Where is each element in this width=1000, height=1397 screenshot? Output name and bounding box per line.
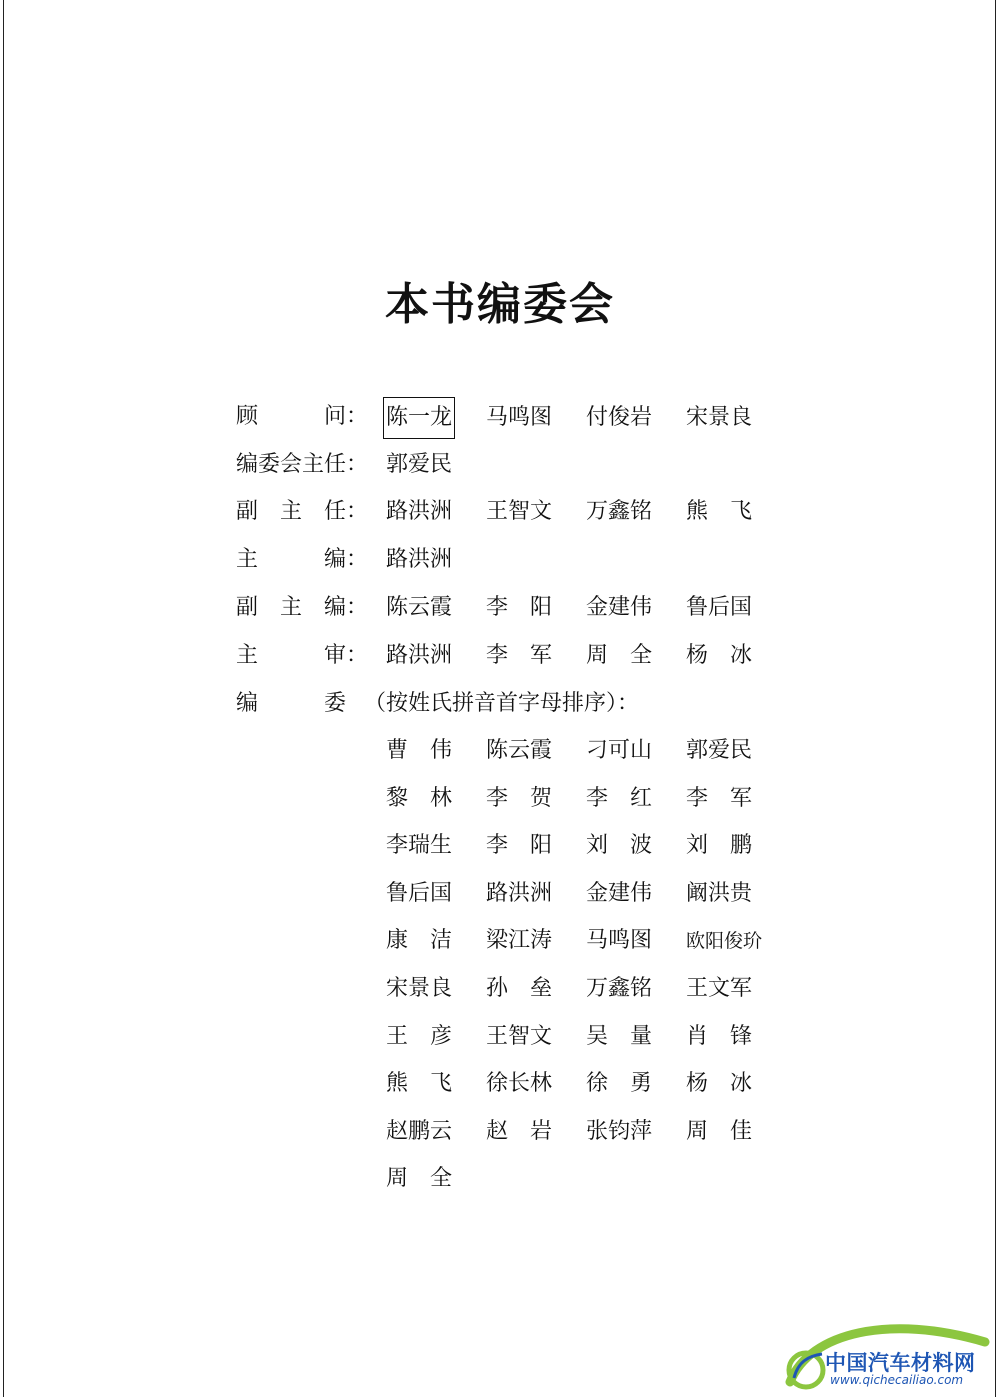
committee-member: 黎 林: [386, 785, 453, 811]
committee-row: [386, 731, 786, 771]
role-label: 副 主 编：: [236, 595, 369, 620]
committee-row: [386, 1017, 786, 1057]
name-item: 万鑫铭: [586, 499, 653, 524]
committee-row: [386, 1112, 786, 1152]
committee-member: 李瑞生: [386, 833, 453, 859]
name-list: [386, 492, 786, 532]
committee-member: 赵 岩: [486, 1118, 553, 1144]
name-list: [386, 445, 486, 485]
committee-member: 阚洪贵: [686, 880, 753, 906]
committee-member: 李 贺: [486, 785, 553, 811]
role-label: 副 主 任：: [236, 499, 369, 524]
committee-member: 刘 鹏: [686, 833, 753, 859]
committee-row: [386, 921, 786, 961]
committee-member: 梁江涛: [486, 928, 553, 954]
committee-member: 李 军: [686, 785, 753, 811]
committee-member: 赵鹏云: [386, 1118, 453, 1144]
committee-member: 欧阳俊玠: [686, 930, 763, 953]
committee-row: [386, 779, 786, 819]
name-list: [386, 636, 786, 676]
role-label: 顾 问：: [236, 404, 369, 429]
committee-row: [386, 1159, 486, 1199]
committee-member: 万鑫铭: [586, 976, 653, 1001]
name-item: 郭爱民: [386, 452, 453, 477]
committee-member: 李 红: [586, 785, 653, 811]
committee-member: 马鸣图: [586, 928, 653, 954]
committee-member: 路洪洲: [486, 880, 553, 906]
committee-member: 李 阳: [486, 833, 553, 859]
committee-member: 徐 勇: [586, 1071, 653, 1097]
committee-member: 张钧萍: [586, 1118, 653, 1144]
name-item: 金建伟: [586, 595, 653, 620]
committee-member: 曹 伟: [386, 738, 453, 763]
committee-member: 熊 飞: [386, 1071, 453, 1097]
committee-member: 王 彦: [386, 1023, 453, 1049]
committee-member: 杨 冰: [686, 1071, 753, 1097]
name-item: 熊 飞: [686, 499, 753, 524]
committee-member: 王文军: [686, 976, 753, 1001]
committee-member: 刘 波: [586, 833, 653, 859]
committee-member: 徐长林: [486, 1071, 553, 1097]
committee-member: 鲁后国: [386, 880, 453, 906]
committee-member: 金建伟: [586, 880, 653, 906]
role-label: 主 编：: [236, 547, 369, 572]
name-list: [386, 588, 786, 628]
name-item: [386, 397, 486, 439]
role-label: 编委会主任：: [236, 452, 369, 477]
page-title: 本书编委会: [385, 279, 615, 330]
committee-member: 周 佳: [686, 1118, 753, 1144]
watermark-url: www.qichecailiao.com: [830, 1373, 964, 1387]
committee-label: 编 委: [236, 691, 347, 716]
name-item: 鲁后国: [686, 595, 753, 620]
name-item: 周 全: [586, 643, 653, 668]
committee-member: 吴 量: [586, 1023, 653, 1049]
name-item: 王智文: [486, 499, 553, 524]
committee-row: [386, 969, 786, 1009]
name-item: 李 军: [486, 643, 553, 668]
watermark-text: 中国汽车材料网: [825, 1351, 976, 1375]
committee-member: 陈云霞: [486, 738, 553, 763]
committee-member: 郭爱民: [686, 738, 753, 763]
committee-member: 王智文: [486, 1023, 553, 1049]
committee-member: 周 全: [386, 1166, 453, 1192]
name-list: [386, 397, 786, 439]
name-item: 路洪洲: [386, 499, 453, 524]
committee-row: [386, 826, 786, 866]
highlighted-name: 陈一龙: [383, 397, 455, 439]
name-item: 杨 冰: [686, 643, 753, 668]
name-item: 路洪洲: [386, 643, 453, 668]
committee-member: 刁可山: [586, 738, 653, 763]
name-item: 宋景良: [686, 405, 753, 430]
committee-member: 肖 锋: [686, 1023, 753, 1049]
name-list: [386, 540, 486, 580]
committee-row: [386, 1064, 786, 1104]
name-item: 路洪洲: [386, 547, 453, 572]
committee-member: 宋景良: [386, 976, 453, 1001]
committee-row: [386, 874, 786, 914]
name-item: 付俊岩: [586, 405, 653, 430]
committee-member: 孙 垒: [486, 976, 553, 1001]
name-item: 马鸣图: [486, 405, 553, 430]
committee-note: （按姓氏拼音首字母排序）：: [364, 691, 640, 716]
role-label: 主 审：: [236, 643, 369, 668]
name-item: 陈云霞: [386, 595, 453, 620]
committee-member: 康 洁: [386, 928, 453, 954]
name-item: 李 阳: [486, 595, 553, 620]
